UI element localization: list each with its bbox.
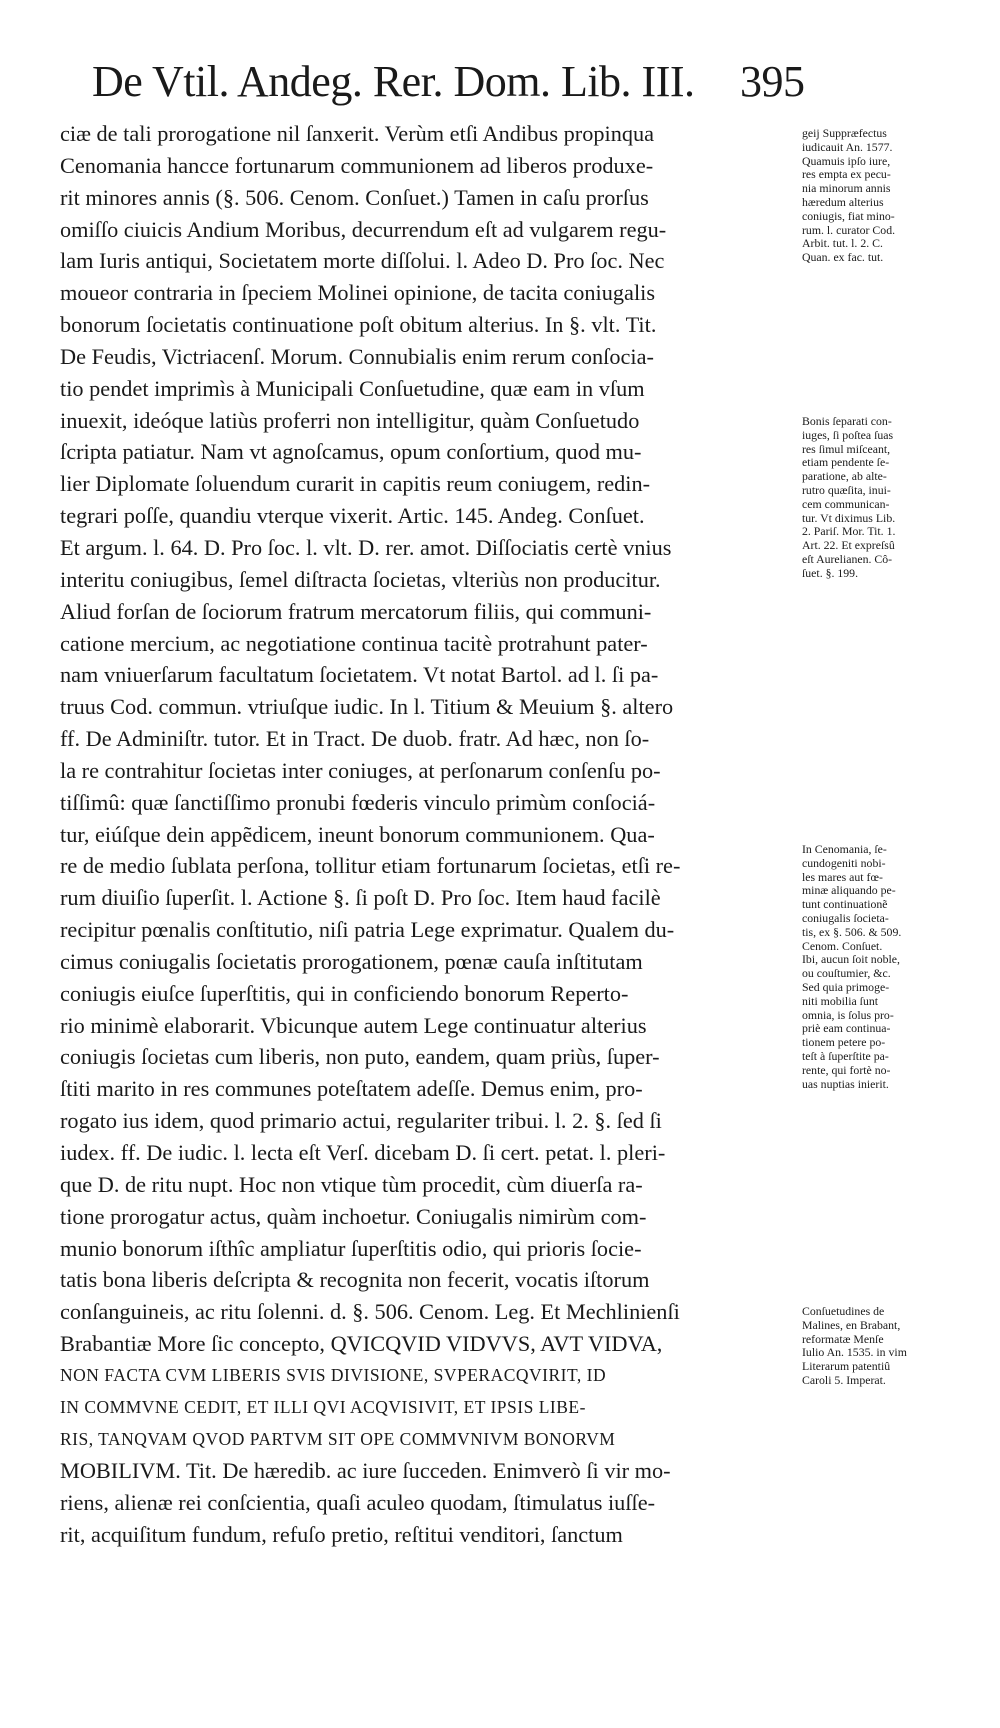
margin-note-line: tionem petere po- xyxy=(802,1036,886,1050)
text-line: coniugis ſocietas cum liberis, non puto, eandem, quam priùs, ſuper- xyxy=(60,1044,660,1070)
text-line: tur, eiúſque dein appẽdicem, ineunt bonorum communionem. Qua- xyxy=(60,821,655,847)
margin-note-line: Arbit. tut. l. 2. C. xyxy=(802,237,883,251)
text-line-capitals: RIS, TANQVAM QVOD PARTVM SIT OPE COMMVNIVM BONORVM xyxy=(60,1428,616,1449)
text-line: tiſſimû: quæ ſanctiſſimo pronubi fœderis vinculo primùm conſociá- xyxy=(60,789,656,815)
margin-note-line: hæredum alterius xyxy=(802,195,884,209)
text-line: recipitur pœnalis conſtitutio, niſi patria Lege exprimatur. Qualem du- xyxy=(60,917,675,943)
margin-note-line: geij Suppræfectus xyxy=(802,127,887,140)
text-line: re de medio ſublata perſona, tollitur etiam fortunarum ſocietas, etſi re- xyxy=(60,853,681,879)
text-line-capitals: NON FACTA CVM LIBERIS SVIS DIVISIONE, SVPERACQVIRIT, ID xyxy=(60,1364,607,1385)
margin-note-line: rutro quæſita, inui- xyxy=(802,483,891,497)
running-title: De Vtil. Andeg. Rer. Dom. Lib. III. xyxy=(92,57,695,106)
main-text-column xyxy=(60,118,795,1551)
margin-note-line: res empta ex pecu- xyxy=(802,168,891,182)
text-line: tione prorogatur actus, quàm inchoetur. Coniugalis nimirùm com- xyxy=(60,1203,647,1229)
text-line: la re contrahitur ſocietas inter coniuges, at perſonarum conſenſu po- xyxy=(60,757,661,783)
margin-note-line: les mares aut fœ- xyxy=(802,870,883,884)
text-line: Et argum. l. 64. D. Pro ſoc. l. vlt. D. rer. amot. Diſſociatis certè vnius xyxy=(60,534,672,560)
text-line: rio minimè elaborarit. Vbicunque autem Lege continuatur alterius xyxy=(60,1012,647,1038)
text-line: moueor contraria in ſpeciem Molinei opinione, de tacita coniugalis xyxy=(60,280,656,306)
text-line: munio bonorum iſthîc ampliatur ſuperſtitis odio, qui prioris ſocie- xyxy=(60,1235,642,1261)
text-line: rit minores annis (§. 506. Cenom. Conſuet.) Tamen in caſu prorſus xyxy=(60,184,649,210)
margin-note-line: Quan. ex fac. tut. xyxy=(802,251,884,265)
running-header xyxy=(92,52,812,112)
text-line: iudex. ff. De iudic. l. lecta eſt Verſ. dicebam D. ſi cert. petat. l. pleri- xyxy=(60,1140,666,1165)
margin-note-line: rum. l. curator Cod. xyxy=(802,223,896,237)
margin-note-3 xyxy=(802,843,940,1091)
margin-note-line: ou couſtumier, &c. xyxy=(802,967,891,981)
text-line: Aliud forſan de ſociorum fratrum mercatorum filiis, qui communi- xyxy=(60,598,652,624)
margin-note-line: Cenom. Conſuet. xyxy=(802,939,883,953)
text-line: rum diuiſio ſuperſit. l. Actione §. ſi poſt D. Pro ſoc. Item haud facilè xyxy=(60,885,661,911)
margin-note-line: omnia, is ſolus pro- xyxy=(802,1008,894,1022)
margin-note-line: reformatæ Menſe xyxy=(802,1332,884,1346)
text-line: tatis bona liberis deſcripta & recognita non fecerit, vocatis iſtorum xyxy=(60,1267,650,1293)
margin-note-line: priè eam continua- xyxy=(802,1022,891,1036)
margin-note-line: res ſimul miſceant, xyxy=(802,442,891,456)
margin-note-line: Iulio An. 1535. in vim xyxy=(802,1346,907,1360)
text-line: conſanguineis, ac ritu ſolenni. d. §. 506. Cenom. Leg. Et Mechlinienſi xyxy=(60,1299,680,1325)
margin-note-line: uas nuptias inierit. xyxy=(802,1077,889,1091)
margin-note-line: Sed quia primoge- xyxy=(802,980,890,994)
margin-note-line: minæ aliquando pe- xyxy=(802,884,896,898)
text-line: truus Cod. commun. vtriuſque iudic. In l. Titium & Meuium §. altero xyxy=(60,694,674,720)
text-line: rogato ius idem, quod primario actui, regulariter tribui. l. 2. §. ſed ſi xyxy=(60,1108,662,1134)
text-line: rit, acquiſitum fundum, refuſo pretio, reſtitui venditori, ſanctum xyxy=(60,1522,623,1548)
text-line: coniugis eiuſce ſuperſtitis, qui in conficiendo bonorum Reperto- xyxy=(60,980,629,1006)
text-line: ſtiti marito in res communes poteſtatem adeſſe. Demus enim, pro- xyxy=(60,1076,643,1102)
text-line: Cenomania hancce fortunarum communionem ad liberos produxe- xyxy=(60,152,654,178)
margin-note-line: tunt continuationẽ xyxy=(802,898,888,912)
text-line: cimus coniugalis ſocietatis prorogationem, pœnæ cauſa inſtitutam xyxy=(60,948,643,974)
text-line: nam vniuerſarum facultatum ſocietatem. Vt notat Bartol. ad l. ſi pa- xyxy=(60,662,659,688)
margin-note-line: Caroli 5. Imperat. xyxy=(802,1373,886,1387)
margin-note-line: iudicauit An. 1577. xyxy=(802,140,893,154)
text-line: De Feudis, Victriacenſ. Morum. Connubialis enim rerum conſocia- xyxy=(60,343,654,369)
margin-note-line: coniugalis ſocieta- xyxy=(802,911,889,925)
text-line: riens, alienæ rei conſcientia, quaſi aculeo quodam, ſtimulatus iuſſe- xyxy=(60,1490,656,1516)
margin-note-line: niti mobilia ſunt xyxy=(802,994,879,1008)
margin-note-line: rente, qui fortè no- xyxy=(802,1063,891,1077)
text-line: ff. De Adminiſtr. tutor. Et in Tract. De duob. fratr. Ad hæc, non ſo- xyxy=(60,726,650,752)
margin-note-line: Literarum patentiû xyxy=(802,1360,891,1374)
margin-note-line: etiam pendente ſe- xyxy=(802,456,890,470)
margin-note-line: coniugis, fiat mino- xyxy=(802,209,895,223)
margin-note-line: Art. 22. Et expreſsû xyxy=(802,539,895,553)
margin-note-line: ſuet. §. 199. xyxy=(802,566,859,580)
margin-note-line: iuges, ſi poſtea ſuas xyxy=(802,428,894,442)
margin-note-line: tis, ex §. 506. & 509. xyxy=(802,925,902,939)
margin-note-line: Quamuis ipſo iure, xyxy=(802,154,891,168)
text-line: lier Diplomate ſoluendum curarit in capitis reum coniugem, redin- xyxy=(60,471,651,497)
margin-note-line: Bonis ſeparati con- xyxy=(802,415,892,428)
margin-note-line: In Cenomania, ſe- xyxy=(802,843,887,856)
text-line: bonorum ſocietatis continuatione poſt obitum alterius. In §. vlt. Tit. xyxy=(60,312,657,338)
margin-note-line: Conſuetudines de xyxy=(802,1305,885,1318)
margin-note-line: Malines, en Brabant, xyxy=(802,1318,901,1332)
text-line: omiſſo ciuicis Andium Moribus, decurrendum eſt ad vulgarem regu- xyxy=(60,216,667,242)
text-line: tio pendet imprimìs à Municipali Conſuetudine, quæ eam in vſum xyxy=(60,375,645,401)
text-line-capitals: IN COMMVNE CEDIT, ET ILLI QVI ACQVISIVIT, ET IPSIS LIBE- xyxy=(60,1396,586,1417)
margin-note-line: teſt à ſuperſtite pa- xyxy=(802,1049,889,1063)
margin-note-4 xyxy=(802,1305,940,1388)
margin-note-2 xyxy=(802,415,940,581)
text-line: MOBILIVM. Tit. De hæredib. ac iure ſucceden. Enimverò ſi vir mo- xyxy=(60,1458,671,1484)
margin-note-line: nia minorum annis xyxy=(802,182,891,196)
margin-note-line: 2. Pariſ. Mor. Tit. 1. xyxy=(802,525,896,539)
text-line: lam Iuris antiqui, Societatem morte diſſolui. l. Adeo D. Pro ſoc. Nec xyxy=(60,248,665,274)
text-line: tegrari poſſe, quandiu vterque vixerit. Artic. 145. Andeg. Conſuet. xyxy=(60,503,645,529)
margin-note-1 xyxy=(802,127,940,265)
margin-note-line: paratione, ab alte- xyxy=(802,470,887,484)
text-line: ciæ de tali prorogatione nil ſanxerit. Verùm etſi Andibus propinqua xyxy=(60,121,655,146)
margin-note-line: tur. Vt diximus Lib. xyxy=(802,511,896,525)
text-line: que D. de ritu nupt. Hoc non vtique tùm procedit, cùm diuerſa ra- xyxy=(60,1171,643,1197)
margin-note-line: eſt Aurelianen. Cô- xyxy=(802,552,893,566)
page-number: 395 xyxy=(740,57,805,106)
text-line: inuexit, ideóque latiùs proferri non intelligitur, quàm Conſuetudo xyxy=(60,407,640,433)
margin-note-line: cem communican- xyxy=(802,497,890,511)
text-line: Brabantiæ More ſic concepto, QVICQVID VIDVVS, AVT VIDVA, xyxy=(60,1331,663,1357)
margin-note-line: cundogeniti nobi- xyxy=(802,856,886,870)
text-line: interitu coniugibus, ſemel diſtracta ſocietas, vlteriùs non producitur. xyxy=(60,566,661,592)
margin-note-line: Ibi, aucun ſoit noble, xyxy=(802,953,900,967)
text-line: ſcripta patiatur. Nam vt agnoſcamus, opum conſortium, quod mu- xyxy=(60,439,642,465)
text-line: catione mercium, ac negotiatione continua tacitè protrahunt pater- xyxy=(60,630,648,656)
